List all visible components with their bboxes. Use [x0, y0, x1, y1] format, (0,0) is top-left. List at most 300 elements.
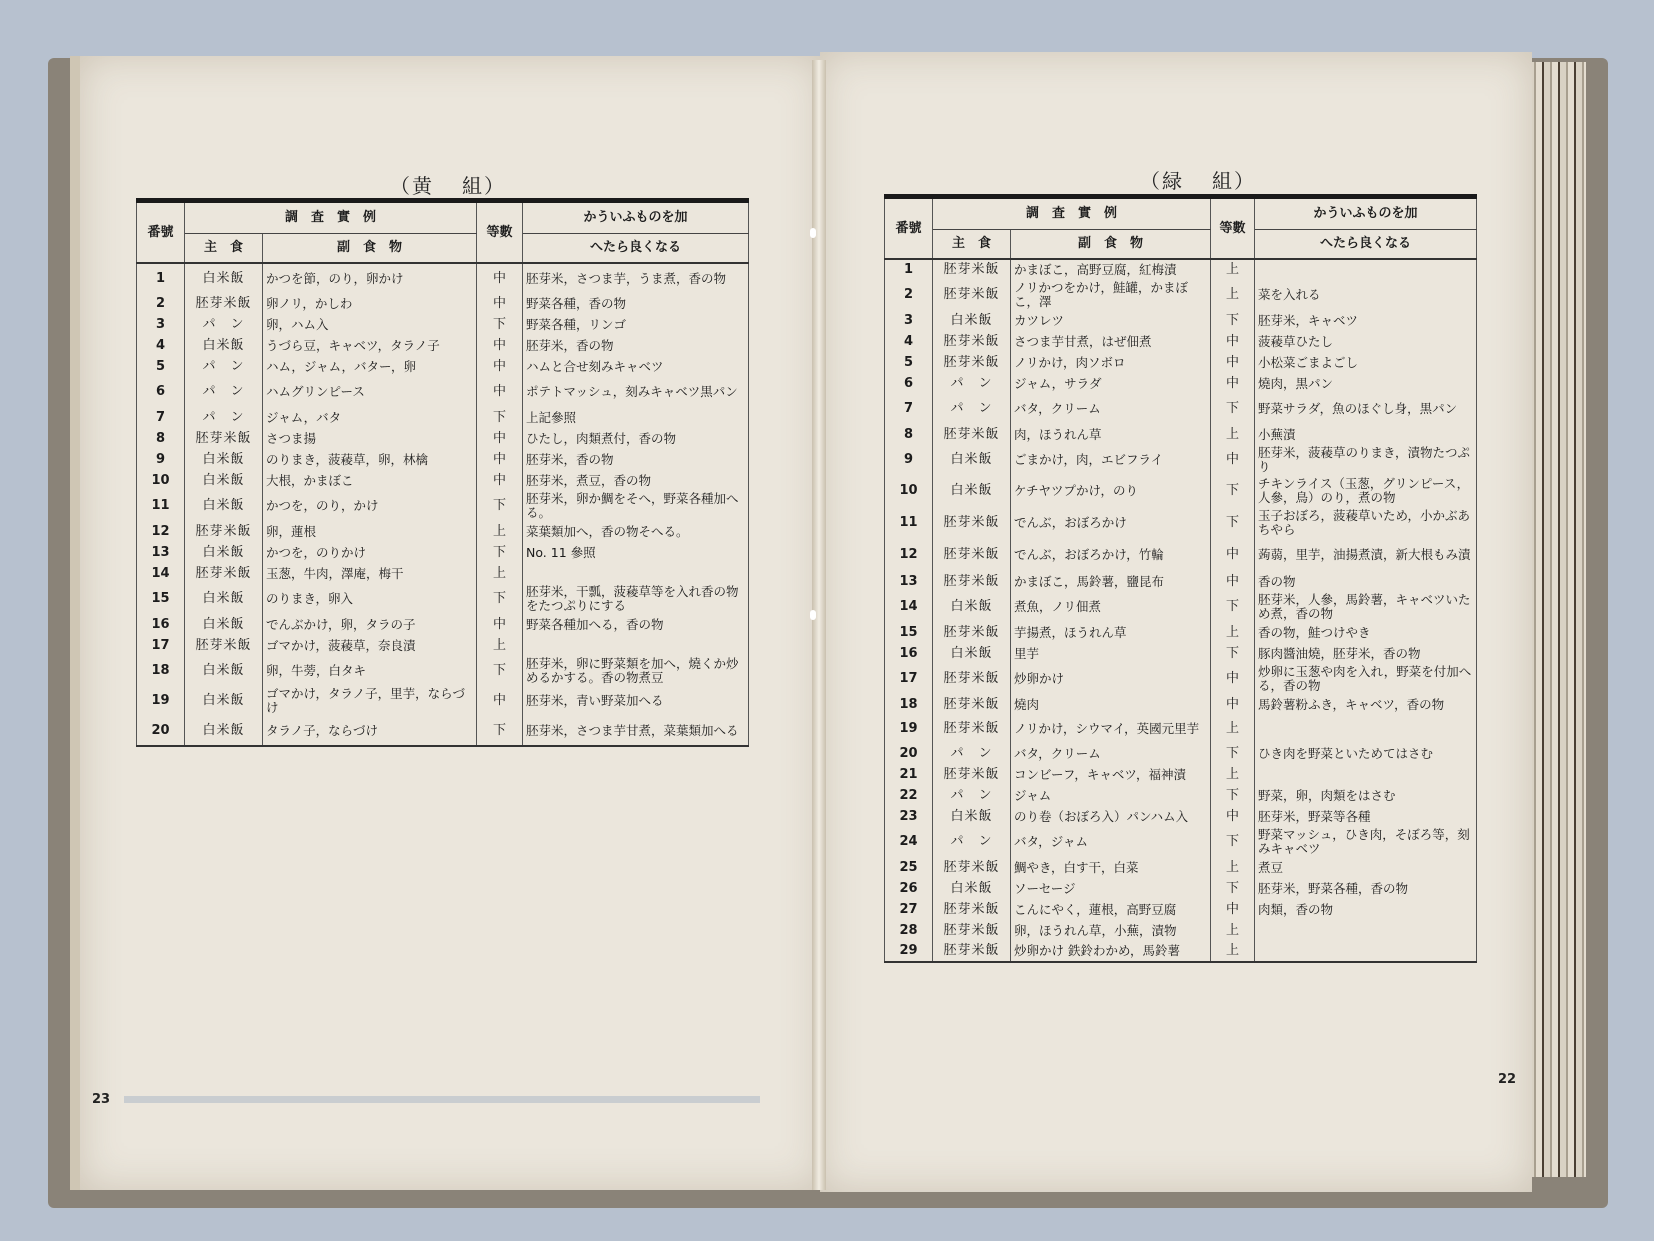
grade: 下	[477, 542, 523, 563]
row-number: 14	[885, 592, 933, 622]
row-number: 4	[885, 331, 933, 352]
grade: 下	[1211, 507, 1255, 539]
side-dish: 炒卵かけ	[1011, 664, 1211, 694]
table-row	[885, 539, 1477, 571]
table-row	[885, 352, 1477, 373]
side-dish: 卵，牛蒡，白タキ	[263, 656, 477, 686]
staple-food: 胚芽米飯	[933, 331, 1011, 352]
grade: 中	[1211, 373, 1255, 394]
grade: 上	[1211, 941, 1255, 962]
staple-food: 白米飯	[185, 542, 263, 563]
suggestion: 菜を入れる	[1255, 280, 1477, 310]
row-number: 11	[137, 491, 185, 521]
staple-food: 胚芽米飯	[933, 424, 1011, 445]
row-number: 6	[137, 377, 185, 407]
table-row	[137, 314, 749, 335]
side-dish: のりまき，卵入	[263, 584, 477, 614]
staple-food: パ ン	[933, 394, 1011, 424]
row-number: 3	[885, 310, 933, 331]
grade: 中	[1211, 694, 1255, 715]
side-dish: 大根，かまぼこ	[263, 470, 477, 491]
right-title-open: （緑	[1140, 169, 1184, 193]
col-staple: 主 食	[185, 234, 263, 264]
table-row	[885, 827, 1477, 857]
grade: 下	[477, 407, 523, 428]
table-row	[885, 310, 1477, 331]
staple-food: パ ン	[185, 314, 263, 335]
suggestion: 小松菜ごまよごし	[1255, 352, 1477, 373]
table-row	[885, 394, 1477, 424]
staple-food: 胚芽米飯	[933, 920, 1011, 941]
suggestion: 胚芽米，野菜各種，香の物	[1255, 878, 1477, 899]
col-number: 番號	[137, 201, 185, 264]
suggestion: 香の物，鮭つけやき	[1255, 622, 1477, 643]
grade: 下	[1211, 394, 1255, 424]
suggestion: 胚芽米，香の物	[523, 449, 749, 470]
suggestion: 蒟蒻，里芋，油揚煮漬，新大根もみ漬	[1255, 539, 1477, 571]
suggestion: チキンライス（玉葱，グリンピース，人參，鳥）のり，煮の物	[1255, 475, 1477, 507]
staple-food: 白米飯	[933, 643, 1011, 664]
table-row	[885, 743, 1477, 764]
suggestion	[1255, 259, 1477, 280]
row-number: 7	[885, 394, 933, 424]
staple-food: 白米飯	[185, 686, 263, 716]
staple-food: 胚芽米飯	[933, 664, 1011, 694]
table-row	[137, 263, 749, 293]
suggestion	[1255, 764, 1477, 785]
suggestion: 野菜，卵，肉類をはさむ	[1255, 785, 1477, 806]
table-row	[137, 491, 749, 521]
table-row	[885, 920, 1477, 941]
suggestion: 小蕪漬	[1255, 424, 1477, 445]
table-row	[137, 470, 749, 491]
staple-food: 白米飯	[933, 878, 1011, 899]
col-suggestion-cont: へたら良くなる	[1255, 230, 1477, 260]
row-number: 18	[885, 694, 933, 715]
row-number: 5	[137, 356, 185, 377]
table-row	[885, 475, 1477, 507]
suggestion	[523, 635, 749, 656]
side-dish: ジャム，バタ	[263, 407, 477, 428]
table-row	[137, 377, 749, 407]
suggestion: 胚芽米，卵に野菜類を加へ，燒くか炒めるかする。香の物煮豆	[523, 656, 749, 686]
suggestion: 胚芽米，野菜等各種	[1255, 806, 1477, 827]
row-number: 16	[885, 643, 933, 664]
staple-food: 白米飯	[185, 491, 263, 521]
suggestion: No. 11 參照	[523, 542, 749, 563]
suggestion: 胚芽米，香の物	[523, 335, 749, 356]
table-row	[137, 356, 749, 377]
suggestion: 野菜各種加へる，香の物	[523, 614, 749, 635]
row-number: 7	[137, 407, 185, 428]
left-page-number: 23	[92, 1092, 111, 1107]
grade: 上	[477, 635, 523, 656]
side-dish: さつま芋甘煮，はぜ佃煮	[1011, 331, 1211, 352]
row-number: 9	[137, 449, 185, 470]
grade: 下	[477, 314, 523, 335]
side-dish: 燒肉	[1011, 694, 1211, 715]
row-number: 26	[885, 878, 933, 899]
row-number: 27	[885, 899, 933, 920]
row-number: 1	[137, 263, 185, 293]
staple-food: 胚芽米飯	[185, 521, 263, 542]
col-suggestion-cont: へたら良くなる	[523, 234, 749, 264]
table-row	[885, 571, 1477, 592]
table-row	[885, 507, 1477, 539]
binding-stitch	[810, 228, 816, 238]
col-survey-group: 調 査 實 例	[185, 201, 477, 234]
grade: 中	[477, 428, 523, 449]
table-row	[137, 656, 749, 686]
row-number: 9	[885, 445, 933, 475]
col-survey-group: 調 査 實 例	[933, 197, 1211, 230]
table-row	[885, 694, 1477, 715]
table-row	[885, 424, 1477, 445]
table-row	[885, 373, 1477, 394]
table-row	[885, 785, 1477, 806]
grade: 中	[1211, 445, 1255, 475]
side-dish: 炒卵かけ 鉄鈴わかめ，馬鈴薯	[1011, 941, 1211, 962]
row-number: 19	[885, 715, 933, 743]
side-dish: 玉葱，牛肉，澤庵，梅干	[263, 563, 477, 584]
staple-food: パ ン	[185, 377, 263, 407]
row-number: 16	[137, 614, 185, 635]
staple-food: 胚芽米飯	[933, 539, 1011, 571]
suggestion: 胚芽米，さつま芋甘煮，菜葉類加へる	[523, 716, 749, 746]
suggestion: 胚芽米，煮豆，香の物	[523, 470, 749, 491]
side-dish: カツレツ	[1011, 310, 1211, 331]
suggestion: 玉子おぼろ，菠薐草いため，小かぶあちやら	[1255, 507, 1477, 539]
grade: 中	[1211, 899, 1255, 920]
table-row	[885, 878, 1477, 899]
side-dish: 煮魚，ノリ佃煮	[1011, 592, 1211, 622]
side-dish: ジャム，サラダ	[1011, 373, 1211, 394]
row-number: 8	[885, 424, 933, 445]
row-number: 18	[137, 656, 185, 686]
row-number: 2	[137, 293, 185, 314]
staple-food: 白米飯	[185, 335, 263, 356]
staple-food: 白米飯	[185, 584, 263, 614]
staple-food: 白米飯	[185, 716, 263, 746]
grade: 中	[477, 377, 523, 407]
row-number: 28	[885, 920, 933, 941]
table-row	[137, 407, 749, 428]
grade: 上	[1211, 920, 1255, 941]
side-dish: かつを，のりかけ	[263, 542, 477, 563]
row-number: 13	[885, 571, 933, 592]
side-dish: でんぶ，おぼろかけ	[1011, 507, 1211, 539]
side-dish: かつを節，のり，卵かけ	[263, 263, 477, 293]
row-number: 19	[137, 686, 185, 716]
table-row	[137, 614, 749, 635]
table-row	[137, 449, 749, 470]
grade: 上	[1211, 259, 1255, 280]
row-number: 3	[137, 314, 185, 335]
staple-food: 白米飯	[933, 310, 1011, 331]
row-number: 23	[885, 806, 933, 827]
table-row	[137, 293, 749, 314]
suggestion: 野菜各種，リンゴ	[523, 314, 749, 335]
grade: 上	[1211, 764, 1255, 785]
suggestion: 胚芽米，菠薐草のりまき，漬物たつぷり	[1255, 445, 1477, 475]
staple-food: 白米飯	[185, 470, 263, 491]
row-number: 17	[137, 635, 185, 656]
table-row	[137, 563, 749, 584]
row-number: 2	[885, 280, 933, 310]
row-number: 15	[885, 622, 933, 643]
grade: 下	[477, 656, 523, 686]
side-dish: ノリかけ，シウマイ，英國元里芋	[1011, 715, 1211, 743]
staple-food: パ ン	[933, 827, 1011, 857]
green-group-table	[884, 194, 1477, 963]
col-side-dish: 副 食 物	[263, 234, 477, 264]
grade: 中	[1211, 571, 1255, 592]
grade: 中	[1211, 664, 1255, 694]
side-dish: ゴマかけ，タラノ子，里芋，ならづけ	[263, 686, 477, 716]
suggestion: 豚肉醬油燒，胚芽米，香の物	[1255, 643, 1477, 664]
suggestion: ひき肉を野菜といためてはさむ	[1255, 743, 1477, 764]
row-number: 10	[137, 470, 185, 491]
row-number: 15	[137, 584, 185, 614]
row-number: 11	[885, 507, 933, 539]
grade: 下	[1211, 827, 1255, 857]
side-dish: のりまき，菠薐草，卵，林檎	[263, 449, 477, 470]
grade: 中	[1211, 331, 1255, 352]
staple-food: 胚芽米飯	[933, 764, 1011, 785]
staple-food: 胚芽米飯	[933, 715, 1011, 743]
staple-food: 胚芽米飯	[933, 259, 1011, 280]
page-edges	[1528, 62, 1586, 1177]
table-row	[137, 542, 749, 563]
footer-rule	[124, 1096, 760, 1103]
grade: 中	[477, 293, 523, 314]
row-number: 4	[137, 335, 185, 356]
left-section-title	[390, 170, 506, 199]
side-dish: ケチヤツプかけ，のり	[1011, 475, 1211, 507]
grade: 下	[1211, 643, 1255, 664]
side-dish: ノリかつをかけ，鮭罐，かまぼこ，澤	[1011, 280, 1211, 310]
side-dish: でんぶかけ，卵，タラの子	[263, 614, 477, 635]
grade: 中	[477, 263, 523, 293]
staple-food: パ ン	[933, 785, 1011, 806]
grade: 中	[1211, 806, 1255, 827]
staple-food: 胚芽米飯	[933, 507, 1011, 539]
suggestion: ポテトマッシュ，刻みキャベツ黒パン	[523, 377, 749, 407]
row-number: 29	[885, 941, 933, 962]
left-title-open: （黄	[390, 174, 434, 198]
row-number: 10	[885, 475, 933, 507]
suggestion: 馬鈴薯粉ふき，キャベツ，香の物	[1255, 694, 1477, 715]
side-dish: 卵，ハム入	[263, 314, 477, 335]
suggestion: 胚芽米，さつま芋，うま煮，香の物	[523, 263, 749, 293]
side-dish: タラノ子，ならづけ	[263, 716, 477, 746]
col-number: 番號	[885, 197, 933, 260]
staple-food: 胚芽米飯	[933, 857, 1011, 878]
grade: 中	[477, 686, 523, 716]
suggestion: 野菜マッシュ，ひき肉，そぼろ等，刻みキャベツ	[1255, 827, 1477, 857]
suggestion: 香の物	[1255, 571, 1477, 592]
right-page-number: 22	[1498, 1072, 1517, 1087]
grade: 下	[1211, 475, 1255, 507]
side-dish: 肉，ほうれん草	[1011, 424, 1211, 445]
row-number: 8	[137, 428, 185, 449]
row-number: 5	[885, 352, 933, 373]
row-number: 25	[885, 857, 933, 878]
staple-food: 白米飯	[933, 475, 1011, 507]
suggestion: 胚芽米，干瓢，菠薐草等を入れ香の物をたつぷりにする	[523, 584, 749, 614]
col-suggestion: かういふものを加	[523, 201, 749, 234]
row-number: 14	[137, 563, 185, 584]
staple-food: 白米飯	[185, 614, 263, 635]
grade: 中	[477, 614, 523, 635]
side-dish: ジャム	[1011, 785, 1211, 806]
staple-food: 胚芽米飯	[933, 571, 1011, 592]
table-row	[885, 280, 1477, 310]
table-row	[885, 806, 1477, 827]
side-dish: こんにやく，蓮根，高野豆腐	[1011, 899, 1211, 920]
suggestion: 煮豆	[1255, 857, 1477, 878]
table-body	[885, 259, 1477, 962]
side-dish: 里芋	[1011, 643, 1211, 664]
side-dish: かまぼこ，馬鈴薯，鹽昆布	[1011, 571, 1211, 592]
suggestion: 上記參照	[523, 407, 749, 428]
grade: 上	[1211, 857, 1255, 878]
staple-food: 胚芽米飯	[933, 622, 1011, 643]
side-dish: 卵ノリ，かしわ	[263, 293, 477, 314]
table-row	[885, 764, 1477, 785]
suggestion: 菠薐草ひたし	[1255, 331, 1477, 352]
staple-food: 白米飯	[185, 263, 263, 293]
grade: 下	[1211, 785, 1255, 806]
suggestion: 菜葉類加へ，香の物そへる。	[523, 521, 749, 542]
side-dish: 鯛やき，白す干，白菜	[1011, 857, 1211, 878]
staple-food: 白米飯	[185, 449, 263, 470]
table-row	[885, 715, 1477, 743]
row-number: 22	[885, 785, 933, 806]
col-side-dish: 副 食 物	[1011, 230, 1211, 260]
staple-food: 胚芽米飯	[933, 899, 1011, 920]
table-row	[137, 716, 749, 746]
grade: 中	[477, 470, 523, 491]
staple-food: パ ン	[933, 373, 1011, 394]
grade: 上	[1211, 424, 1255, 445]
table-row	[885, 445, 1477, 475]
side-dish: 芋揚煮，ほうれん草	[1011, 622, 1211, 643]
suggestion: 炒卵に玉葱や肉を入れ，野菜を付加へる，香の物	[1255, 664, 1477, 694]
suggestion: 胚芽米，キャベツ	[1255, 310, 1477, 331]
row-number: 1	[885, 259, 933, 280]
side-dish: かまぼこ，高野豆腐，紅梅漬	[1011, 259, 1211, 280]
suggestion	[1255, 920, 1477, 941]
suggestion: 肉類，香の物	[1255, 899, 1477, 920]
left-title-close: 組）	[462, 174, 506, 198]
suggestion: ひたし，肉類煮付，香の物	[523, 428, 749, 449]
table-row	[885, 259, 1477, 280]
table-row	[137, 521, 749, 542]
side-dish: バタ，ジャム	[1011, 827, 1211, 857]
side-dish: さつま揚	[263, 428, 477, 449]
staple-food: 胚芽米飯	[933, 694, 1011, 715]
row-number: 21	[885, 764, 933, 785]
row-number: 13	[137, 542, 185, 563]
grade: 中	[477, 335, 523, 356]
staple-food: 白米飯	[933, 592, 1011, 622]
grade: 中	[477, 449, 523, 470]
staple-food: 白米飯	[185, 656, 263, 686]
table-row	[885, 941, 1477, 962]
grade: 下	[477, 716, 523, 746]
staple-food: 胚芽米飯	[933, 941, 1011, 962]
col-suggestion: かういふものを加	[1255, 197, 1477, 230]
staple-food: 胚芽米飯	[933, 352, 1011, 373]
grade: 上	[1211, 622, 1255, 643]
staple-food: 白米飯	[933, 806, 1011, 827]
staple-food: 胚芽米飯	[185, 428, 263, 449]
side-dish: うづら豆，キャベツ，タラノ子	[263, 335, 477, 356]
table-row	[885, 622, 1477, 643]
table-row	[137, 584, 749, 614]
col-grade: 等數	[1211, 197, 1255, 260]
grade: 上	[477, 521, 523, 542]
grade: 下	[1211, 878, 1255, 899]
side-dish: ゴマかけ，菠薐草，奈良漬	[263, 635, 477, 656]
table-row	[885, 643, 1477, 664]
side-dish: ごまかけ，肉，エビフライ	[1011, 445, 1211, 475]
side-dish: のり卷（おぼろ入）パンハム入	[1011, 806, 1211, 827]
row-number: 6	[885, 373, 933, 394]
side-dish: ノリかけ，肉ソボロ	[1011, 352, 1211, 373]
row-number: 12	[885, 539, 933, 571]
grade: 下	[1211, 743, 1255, 764]
grade: 下	[477, 584, 523, 614]
row-number: 17	[885, 664, 933, 694]
row-number: 24	[885, 827, 933, 857]
staple-food: 白米飯	[933, 445, 1011, 475]
right-title-close: 組）	[1212, 169, 1256, 193]
yellow-group-table	[136, 198, 749, 747]
staple-food: パ ン	[933, 743, 1011, 764]
grade: 中	[477, 356, 523, 377]
table-row	[137, 635, 749, 656]
grade: 中	[1211, 539, 1255, 571]
grade: 下	[1211, 592, 1255, 622]
grade: 上	[1211, 280, 1255, 310]
table-row	[137, 428, 749, 449]
side-dish: 卵，ほうれん草，小蕪，漬物	[1011, 920, 1211, 941]
suggestion	[1255, 941, 1477, 962]
grade: 上	[477, 563, 523, 584]
right-section-title	[1140, 165, 1256, 194]
row-number: 20	[137, 716, 185, 746]
suggestion	[1255, 715, 1477, 743]
side-dish: かつを，のり，かけ	[263, 491, 477, 521]
staple-food: 胚芽米飯	[185, 563, 263, 584]
side-dish: バタ，クリーム	[1011, 394, 1211, 424]
suggestion: ハムと合せ刻みキャベツ	[523, 356, 749, 377]
grade: 中	[1211, 352, 1255, 373]
side-dish: バタ，クリーム	[1011, 743, 1211, 764]
side-dish: コンビーフ，キャベツ，福神漬	[1011, 764, 1211, 785]
suggestion: 野菜サラダ，魚のほぐし身，黒パン	[1255, 394, 1477, 424]
table-row	[885, 857, 1477, 878]
table-row	[137, 686, 749, 716]
side-dish: ソーセージ	[1011, 878, 1211, 899]
side-dish: ハムグリンピース	[263, 377, 477, 407]
row-number: 20	[885, 743, 933, 764]
table-row	[885, 331, 1477, 352]
side-dish: でんぶ，おぼろかけ，竹輪	[1011, 539, 1211, 571]
side-dish: 卵，蓮根	[263, 521, 477, 542]
